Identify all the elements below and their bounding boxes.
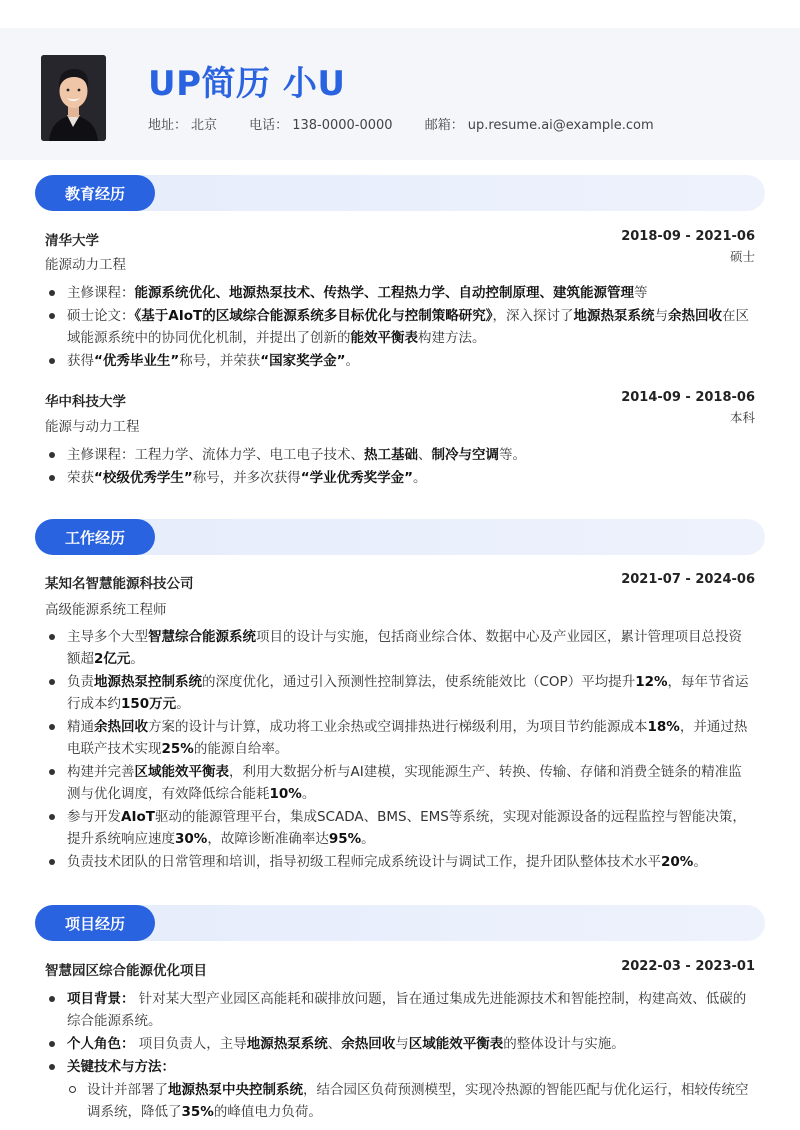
- header-band: [0, 28, 800, 160]
- education-bullets: [45, 444, 755, 490]
- bullet-item: 获得“优秀毕业生”称号，并荣获“国家奖学金”。: [45, 350, 755, 372]
- bullet-item: 精通余热回收方案的设计与计算，成功将工业余热或空调排热进行梯级利用，为项目节约能源成本18%，并通过热电联产技术实现25%的能源自给率。: [45, 716, 755, 760]
- address-value: 北京: [191, 118, 218, 133]
- email-value: up.resume.ai@example.com: [467, 118, 654, 133]
- education-bullets: [45, 282, 755, 373]
- profile-photo: [41, 55, 106, 141]
- address-item: [148, 118, 217, 133]
- bullet-item: 负责技术团队的日常管理和培训，指导初级工程师完成系统设计与调试工作，提升团队整体技术水平20%。: [45, 851, 755, 873]
- phone-item: [249, 118, 392, 133]
- education-major: 能源与动力工程: [45, 419, 140, 435]
- education-date: 2018-09 - 2021-06: [621, 229, 755, 244]
- bullet-item: 个人角色： 项目负责人，主导地源热泵系统、余热回收与区域能效平衡表的整体设计与实施。: [45, 1033, 755, 1055]
- project-name: 智慧园区综合能源优化项目: [45, 963, 207, 979]
- bullet-item: 参与开发AIoT驱动的能源管理平台，集成SCADA、BMS、EMS等系统，实现对能源设备的远程监控与智能决策，提升系统响应速度30%，故障诊断准确率达95%。: [45, 806, 755, 850]
- education-school: 华中科技大学: [45, 394, 126, 410]
- education-date: 2014-09 - 2018-06: [621, 390, 755, 405]
- bullet-item: 构建并完善区域能效平衡表，利用大数据分析与AI建模，实现能源生产、转换、传输、存储和消费全链条的精准监测与优化调度，有效降低综合能耗10%。: [45, 761, 755, 805]
- education-major: 能源动力工程: [45, 257, 126, 273]
- bullet-item: 项目背景： 针对某大型产业园区高能耗和碳排放问题，旨在通过集成先进能源技术和智能控制，构建高效、低碳的综合能源系统。: [45, 988, 755, 1032]
- work-section-title: 工作经历: [35, 519, 155, 555]
- work-title: 高级能源系统工程师: [45, 602, 167, 618]
- bullet-item: 关键技术与方法：: [45, 1056, 755, 1078]
- work-bullets: [45, 626, 755, 874]
- education-degree: 硕士: [729, 249, 755, 264]
- bullet-item: 主修课程：能源系统优化、地源热泵技术、传热学、工程热力学、自动控制原理、建筑能源管理等: [45, 282, 755, 304]
- project-date: 2022-03 - 2023-01: [621, 959, 755, 974]
- education-degree: 本科: [729, 410, 755, 425]
- bullet-item: 荣获“校级优秀学生”称号，并多次获得“学业优秀奖学金”。: [45, 467, 755, 489]
- bullet-item: 主修课程：工程力学、流体力学、电工电子技术、热工基础、制冷与空调等。: [45, 444, 755, 466]
- person-photo-icon: [41, 55, 106, 141]
- work-company: 某知名智慧能源科技公司: [45, 576, 194, 592]
- education-section-title: 教育经历: [35, 175, 155, 211]
- bullet-item: 负责地源热泵控制系统的深度优化，通过引入预测性控制算法，使系统能效比（COP）平均提升12%，每年节省运行成本约150万元。: [45, 671, 755, 715]
- work-date: 2021-07 - 2024-06: [621, 572, 755, 587]
- address-label: 地址：: [148, 118, 188, 133]
- phone-value: 138-0000-0000: [292, 118, 393, 133]
- education-school: 清华大学: [45, 233, 99, 249]
- email-label: 邮箱：: [424, 118, 464, 133]
- resume-name: UP简历 小U: [148, 64, 346, 104]
- contact-line: [148, 114, 682, 133]
- bullet-item: 硕士论文：《基于AIoT的区域综合能源系统多目标优化与控制策略研究》，深入探讨了地源热泵系统与余热回收在区域能源系统中的协同优化机制，并提出了创新的能效平衡表构建方法。: [45, 305, 755, 349]
- project-bullets: [45, 988, 755, 1124]
- email-item: [425, 118, 654, 133]
- sub-bullet-item: 设计并部署了地源热泵中央控制系统，结合园区负荷预测模型，实现冷热源的智能匹配与优化运行，相较传统空调系统，降低了35%的峰值电力负荷。: [45, 1079, 755, 1123]
- phone-label: 电话：: [249, 118, 289, 133]
- bullet-item: 主导多个大型智慧综合能源系统项目的设计与实施，包括商业综合体、数据中心及产业园区，累计管理项目总投资额超2亿元。: [45, 626, 755, 670]
- projects-section-title: 项目经历: [35, 905, 155, 941]
